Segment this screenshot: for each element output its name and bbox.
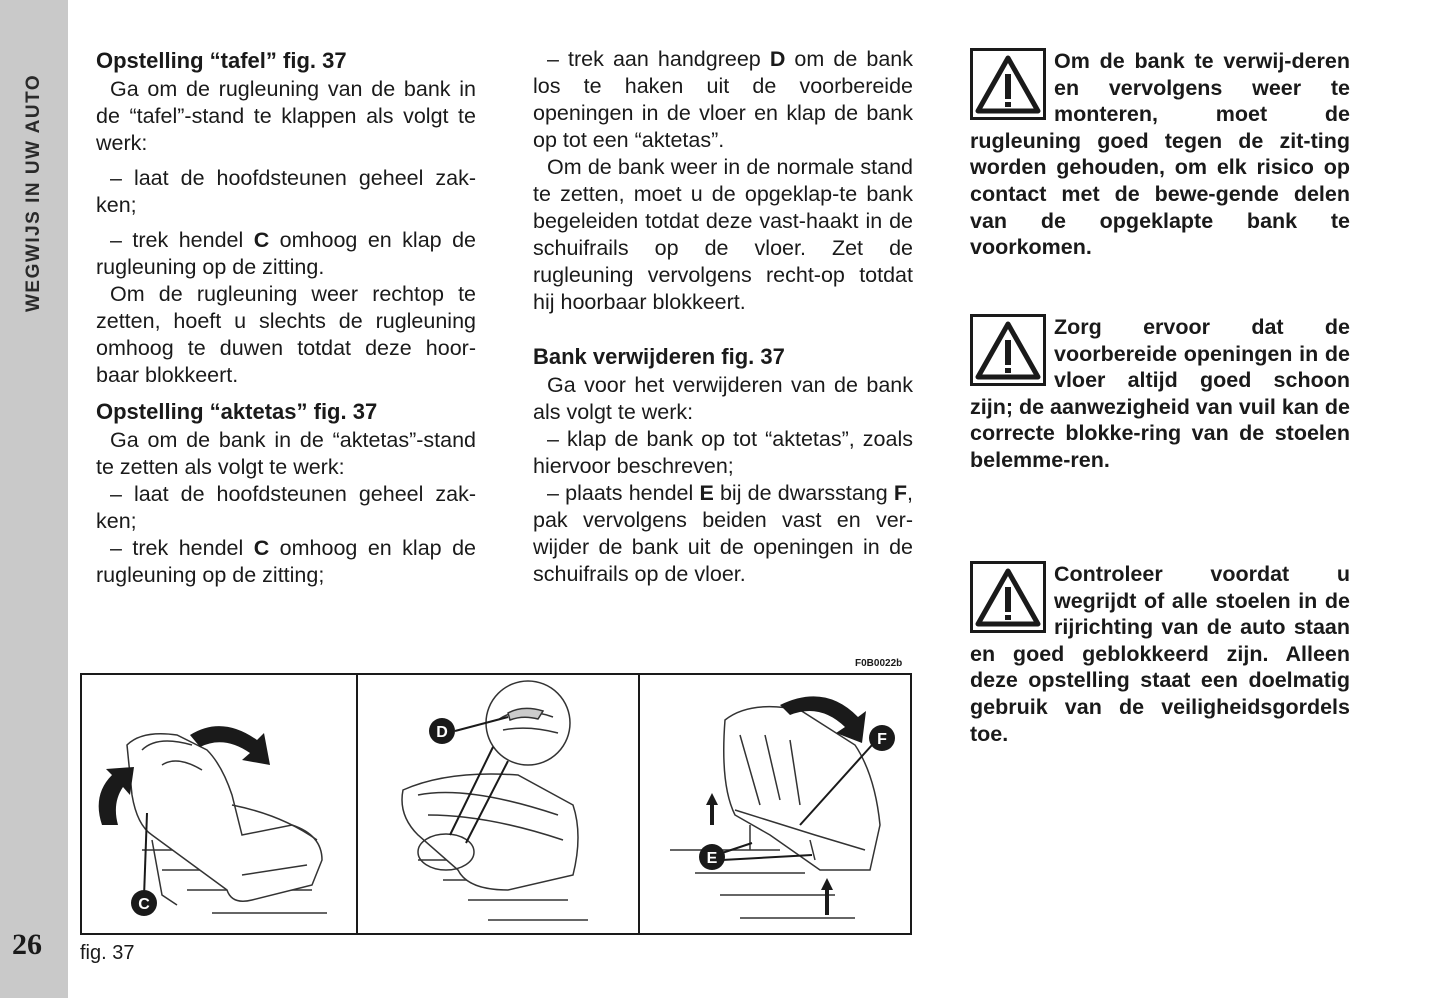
warning-text: Om de bank te verwij-deren en vervolgens weer te monteren, moet de rugleuning goed tegen de zit-ting worden gehouden, om elk risico op contact met de bewe-gende delen van de opgeklapte bank te voorkomen. <box>970 49 1350 260</box>
step-text: – trek aan handgreep <box>547 47 770 71</box>
figure-37 <box>80 673 912 935</box>
step-item <box>96 227 476 281</box>
warning-icon <box>970 561 1046 633</box>
step-text: omhoog en klap de rugleuning op de zitting; <box>96 536 476 587</box>
heading-verwijderen: Bank verwijderen fig. 37 <box>533 344 785 369</box>
step-text: – plaats hendel <box>547 481 700 505</box>
section-title: WEGWIJS IN UW AUTO <box>23 73 44 313</box>
step-item: – laat de hoofdsteunen geheel zak-ken; <box>96 482 476 533</box>
paragraph: Om de rugleuning weer rechtop te zetten, hoeft u slechts de rugleuning omhoog te duwen totdat deze hoor-baar blokkeert. <box>96 282 476 387</box>
seat-illustration-3 <box>640 675 912 933</box>
step-text: – trek hendel <box>110 228 254 252</box>
warning-block <box>970 561 1350 747</box>
step-item: – klap de bank op tot “aktetas”, zoals hiervoor beschreven; <box>533 427 913 478</box>
figure-panel-3 <box>638 675 912 933</box>
figure-code: F0B0022b <box>855 658 903 669</box>
label-f: F <box>877 731 887 748</box>
step-item: – laat de hoofdsteunen geheel zak-ken; <box>96 166 476 217</box>
paragraph: Om de bank weer in de normale stand te zetten, moet u de opgeklap-te bank begeleiden totdat deze vast-haakt in de schuifrails op de vloer. Zet de rugleuning vervolgens recht-op totdat hij hoorbaar blokkeert. <box>533 155 913 314</box>
key-label: C <box>253 536 270 560</box>
label-c: C <box>138 896 150 913</box>
step-text: om de bank los te haken uit de voorbereide openingen in de vloer en klap de bank op tot een “aktetas”. <box>533 47 913 152</box>
step-item <box>533 46 913 154</box>
step-text: , pak vervolgens beiden vast en ver-wijder de bank uit de openingen in de schuifrails op de vloer. <box>533 481 914 586</box>
step-item <box>533 480 913 588</box>
figure-panel-2 <box>356 675 638 933</box>
step-item <box>96 535 476 589</box>
step-text: bij de dwarsstang <box>713 481 894 505</box>
paragraph: Ga om de rugleuning van de bank in de “tafel”-stand te klappen als volgt te werk: <box>96 77 476 155</box>
paragraph: Ga voor het verwijderen van de bank als volgt te werk: <box>533 373 913 424</box>
warning-icon <box>970 314 1046 386</box>
text-column-2 <box>533 46 913 588</box>
warning-block <box>970 48 1350 261</box>
figure-panel-1 <box>82 675 354 933</box>
text-column-1 <box>96 46 476 589</box>
warning-block <box>970 314 1350 474</box>
label-d: D <box>436 724 448 741</box>
warning-icon <box>970 48 1046 120</box>
page-number: 26 <box>12 928 42 961</box>
warning-text: Zorg ervoor dat de voorbereide openingen in de vloer altijd goed schoon zijn; de aanwezigheid van vuil kan de correcte blokke-ring van de stoelen belemme-ren. <box>970 315 1350 472</box>
step-text: omhoog en klap de rugleuning op de zitting. <box>96 228 476 279</box>
heading-tafel: Opstelling “tafel” fig. 37 <box>96 48 347 73</box>
figure-caption: fig. 37 <box>80 942 135 964</box>
step-text: – trek hendel <box>110 536 254 560</box>
heading-aktetas: Opstelling “aktetas” fig. 37 <box>96 399 378 424</box>
key-label: D <box>769 47 786 71</box>
key-label: C <box>253 228 270 252</box>
seat-illustration-1 <box>82 675 354 933</box>
paragraph: Ga om de bank in de “aktetas”-stand te zetten als volgt te werk: <box>96 428 476 479</box>
label-e: E <box>706 850 718 867</box>
key-label: F <box>893 481 908 505</box>
sidebar <box>0 0 68 998</box>
key-label: E <box>699 481 714 505</box>
seat-illustration-2 <box>358 675 638 933</box>
warning-text: Controleer voordat u wegrijdt of alle stoelen in de rijrichting van de auto staan en goed geblokkeerd zijn. Alleen deze opstelling staat een doelmatig gebruik van de veiligheidsgordels toe. <box>970 562 1350 746</box>
